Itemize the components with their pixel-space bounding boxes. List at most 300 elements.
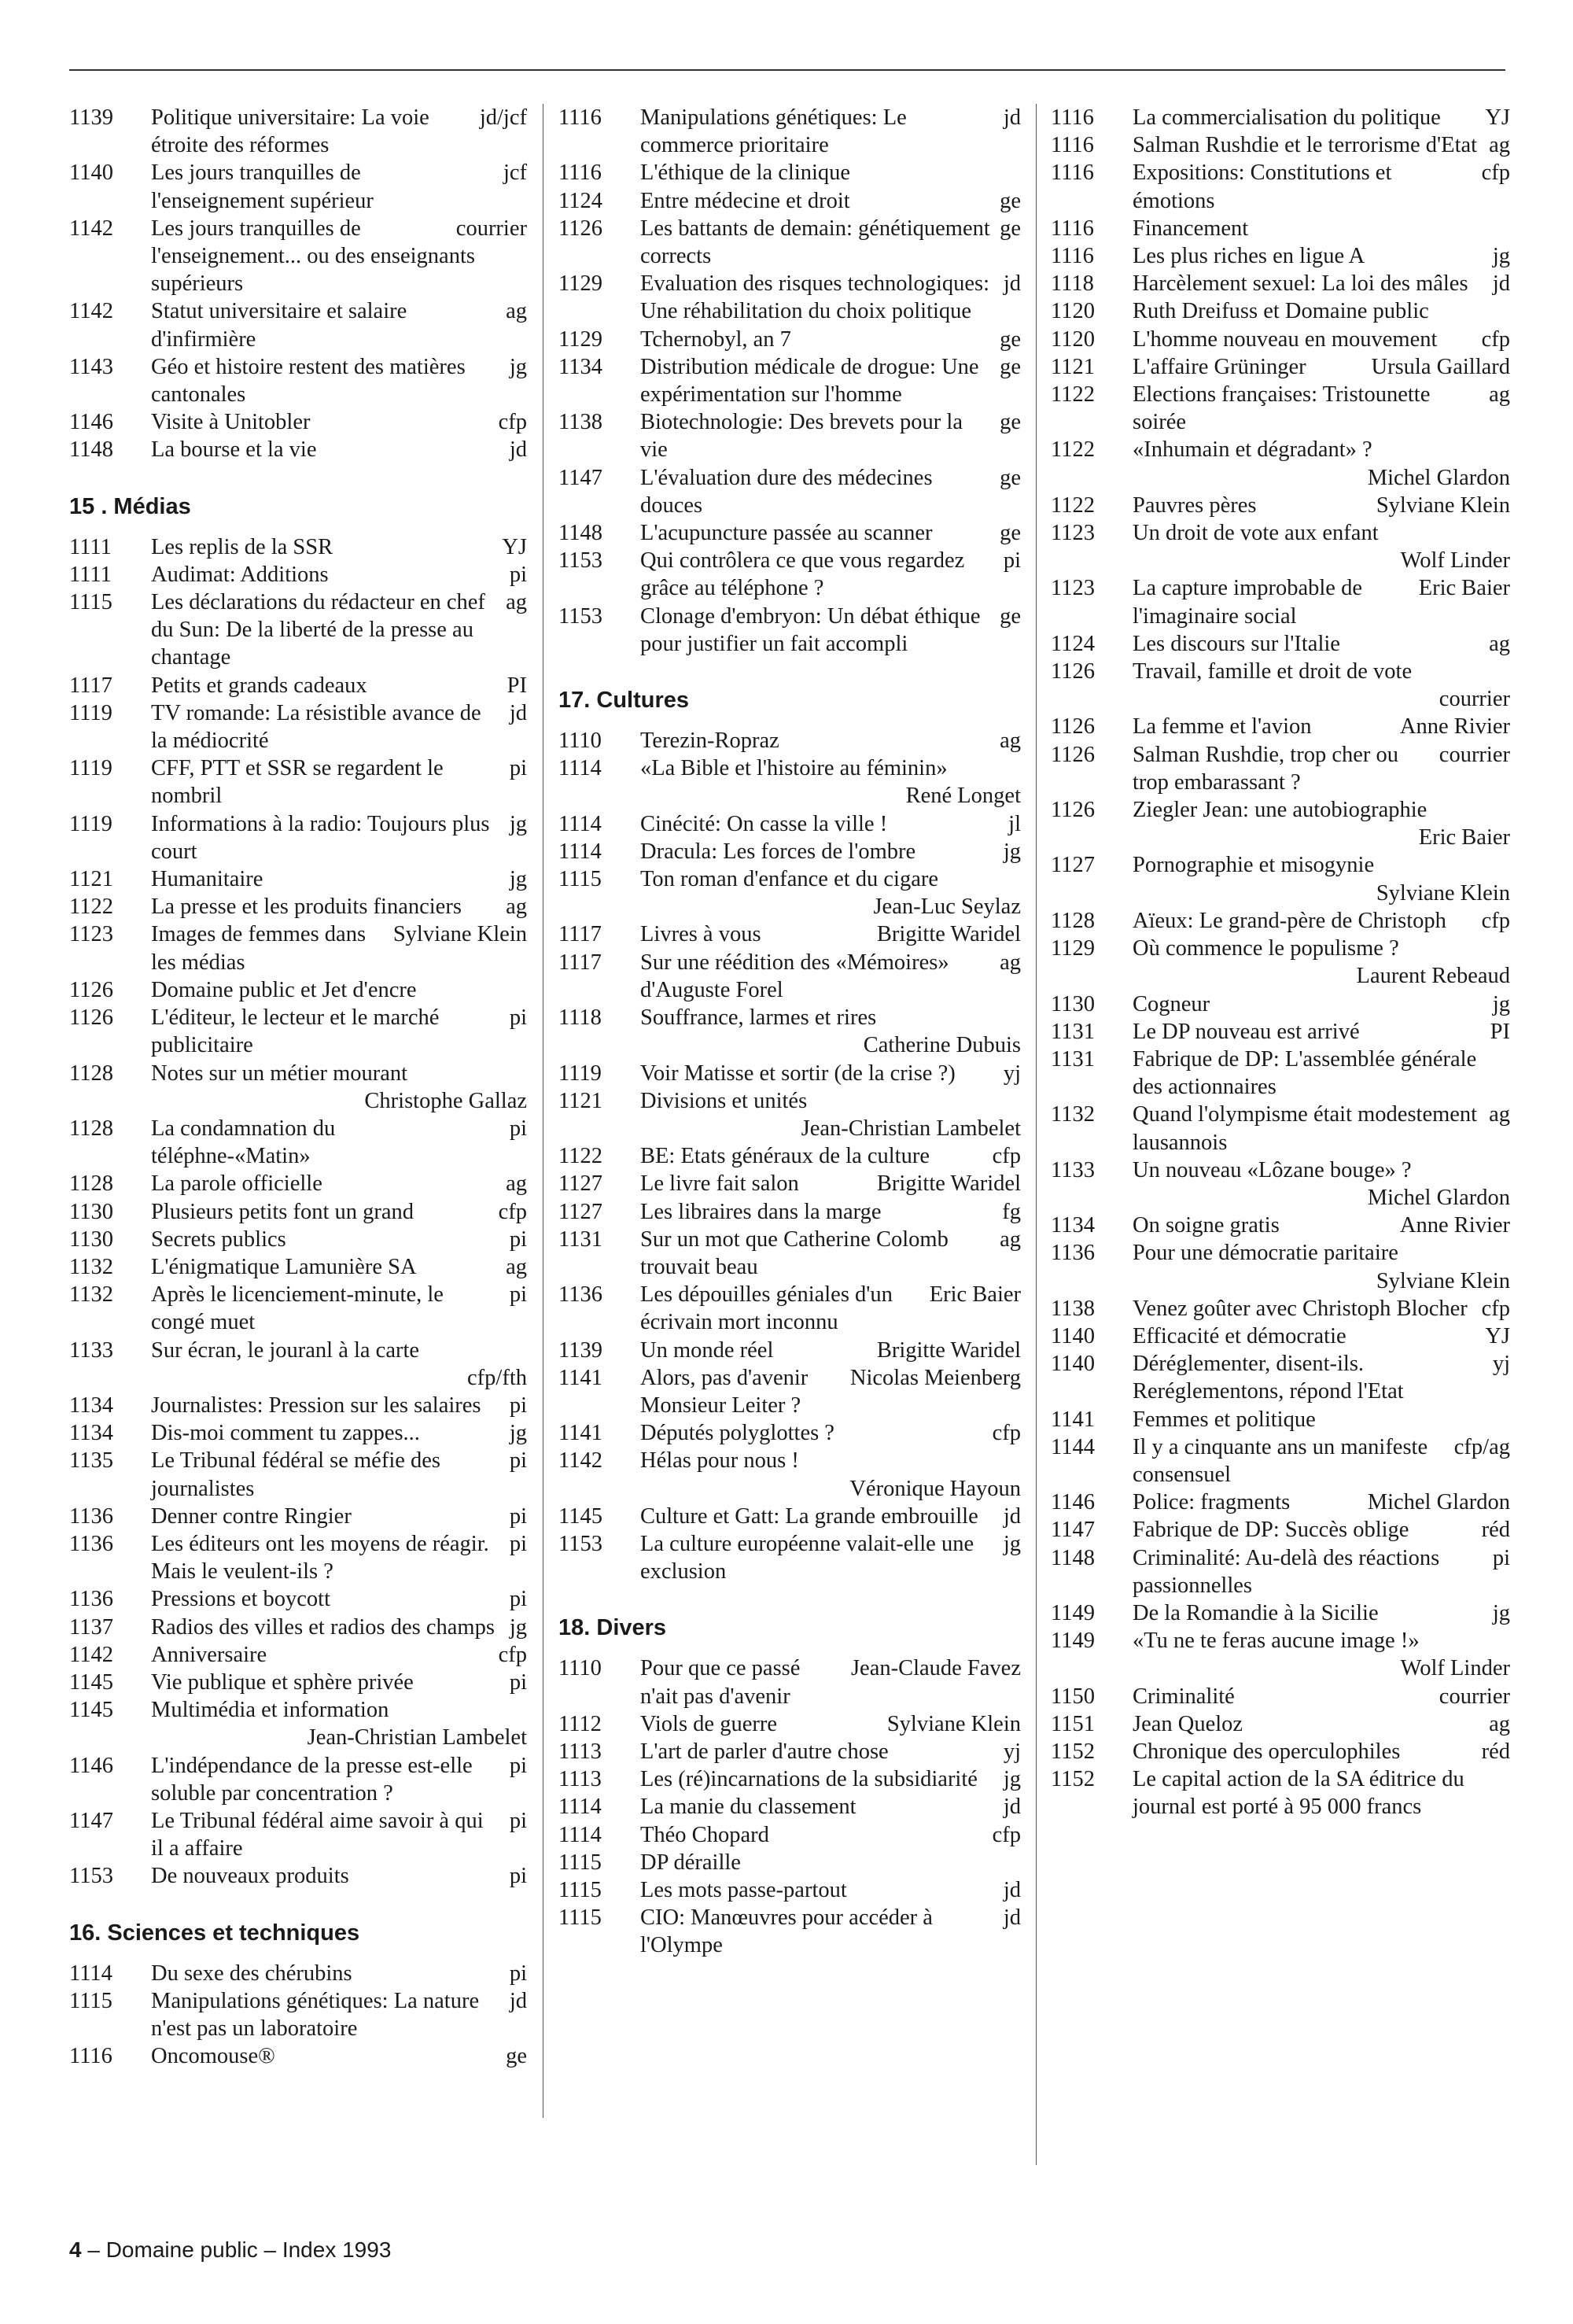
entry-body: [151, 533, 527, 561]
issue-number: 1133: [1051, 1157, 1095, 1182]
entry-title: Qui contrôlera ce que vous regardez grâce au téléphone ?: [640, 548, 965, 601]
entry-title: Femmes et politique: [1133, 1407, 1316, 1432]
index-entry: [558, 865, 1021, 920]
entry-title: La presse et les produits financiers: [151, 895, 462, 920]
entry-body: [151, 1960, 527, 1987]
index-entry: [69, 1503, 527, 1530]
index-entry: [69, 215, 527, 298]
entry-title: L'évaluation dure des médecines douces: [640, 465, 933, 518]
issue-number: 1130: [69, 1199, 113, 1224]
index-entry: [558, 1337, 1021, 1364]
entry-author: YJ: [1485, 1323, 1510, 1348]
entry-title: Humanitaire: [151, 867, 263, 892]
issue-number: 1145: [69, 1698, 113, 1723]
entry-author: pi: [509, 1961, 527, 1986]
issue-number: 1143: [69, 354, 113, 379]
entry-body: [640, 1060, 1021, 1087]
issue-number: 1134: [69, 1393, 113, 1418]
entry-title: Cogneur: [1133, 991, 1210, 1016]
entry-title: Terezin-Ropraz: [640, 729, 779, 754]
entry-body: [640, 353, 1021, 408]
entry-title: Voir Matisse et sortir (de la crise ?): [640, 1061, 956, 1086]
entry-title: Ziegler Jean: une autobiographie: [1133, 798, 1427, 823]
index-entry: [1051, 1295, 1510, 1322]
index-entry: [1051, 1599, 1510, 1627]
entry-author: PI: [507, 673, 527, 698]
entry-body: [151, 1115, 527, 1170]
issue-number: 1114: [69, 1961, 112, 1986]
entry-author: ge: [1000, 354, 1021, 379]
entry-title: Journalistes: Pression sur les salaires: [151, 1393, 481, 1418]
issue-number: 1118: [1051, 271, 1094, 297]
entry-author: ge: [1000, 410, 1021, 435]
entry-author: jg: [1492, 244, 1510, 269]
entry-title: La bourse et la vie: [151, 437, 317, 463]
entry-author: jd: [509, 437, 527, 463]
entry-body: [1133, 1683, 1510, 1710]
entry-body: [151, 976, 527, 1004]
index-entry: [558, 603, 1021, 658]
issue-number: 1126: [1051, 798, 1095, 823]
issue-number: 1149: [1051, 1629, 1095, 1654]
entry-author: pi: [509, 1116, 527, 1141]
entry-author: ge: [1000, 465, 1021, 490]
issue-number: 1110: [558, 729, 602, 754]
issue-number: 1121: [1051, 354, 1095, 379]
entry-title: Le DP nouveau est arrivé: [1133, 1019, 1360, 1044]
entry-author: Eric Baier: [1418, 576, 1510, 601]
index-column-3: [1051, 104, 1510, 1821]
entry-body: [1133, 1488, 1510, 1516]
issue-number: 1114: [558, 1822, 602, 1847]
issue-number: 1126: [69, 977, 113, 1002]
entry-author: cfp: [1481, 326, 1510, 352]
entry-author: Michel Glardon: [1367, 1490, 1510, 1515]
entry-body: [640, 1738, 1021, 1765]
entry-body: [1133, 1406, 1510, 1433]
entry-author: pi: [509, 1448, 527, 1474]
entry-author: jcf: [503, 160, 527, 186]
entry-title: Images de femmes dans les médias: [151, 922, 367, 975]
entry-author: Michel Glardon: [1367, 1185, 1510, 1210]
issue-number: 1123: [1051, 521, 1095, 546]
entry-body: [640, 326, 1021, 353]
entry-body: [640, 1364, 1021, 1419]
entry-author: Sylviane Klein: [886, 1711, 1021, 1736]
issue-number: 1139: [558, 1337, 602, 1363]
index-entry: [558, 353, 1021, 408]
index-entry: [69, 1960, 527, 1987]
entry-title: Pour que ce passé n'ait pas d'avenir: [640, 1656, 801, 1709]
index-entry: [1051, 297, 1510, 325]
entry-title: Statut universitaire et salaire d'infirmière: [151, 299, 407, 352]
entry-body: [1133, 1433, 1510, 1488]
entry-title: Criminalité: [1133, 1684, 1235, 1709]
entry-body: [151, 810, 527, 865]
index-entry: [69, 893, 527, 920]
entry-title: Salman Rushdie, trop cher ou trop embarassant ?: [1133, 742, 1398, 795]
index-entry: [558, 159, 1021, 186]
index-entry: [1051, 1710, 1510, 1738]
issue-number: 1146: [69, 410, 113, 435]
index-entry: [558, 949, 1021, 1004]
entry-title: Les battants de demain: génétiquement corrects: [640, 216, 990, 269]
index-entry: [1051, 159, 1510, 214]
entry-author: pi: [509, 1227, 527, 1252]
entry-body: [151, 1585, 527, 1613]
entry-body: [1133, 713, 1510, 740]
index-entry: [558, 1904, 1021, 1959]
entry-author: jg: [1492, 991, 1510, 1016]
entry-title: L'art de parler d'autre chose: [640, 1739, 889, 1764]
section-heading: 15 . Médias: [69, 493, 191, 519]
entry-title: Où commence le populisme ?: [1133, 936, 1399, 961]
entry-body: [1133, 381, 1510, 436]
entry-title: DP déraille: [640, 1850, 741, 1875]
entry-title: Culture et Gatt: La grande embrouille: [640, 1503, 978, 1529]
index-entry: [1051, 1488, 1510, 1516]
entry-title: Financement: [1133, 216, 1249, 241]
entry-author: yj: [1492, 1352, 1510, 1377]
entry-body: [1133, 492, 1510, 519]
index-entry: [1051, 1406, 1510, 1433]
entry-title: Notes sur un métier mourant: [151, 1061, 408, 1086]
entry-title: Salman Rushdie et le terrorisme d'Etat: [1133, 133, 1478, 158]
issue-number: 1114: [558, 811, 602, 836]
entry-title: La parole officielle: [151, 1171, 322, 1197]
issue-number: 1127: [558, 1171, 602, 1197]
entry-body: [151, 672, 527, 699]
entry-body: [151, 754, 527, 810]
issue-number: 1153: [558, 603, 602, 629]
index-entry: [69, 1060, 527, 1115]
issue-number: 1120: [1051, 299, 1095, 324]
index-entry: [69, 1419, 527, 1447]
entry-body: [1133, 1212, 1510, 1239]
issue-number: 1112: [558, 1711, 602, 1736]
entry-body: [1133, 1350, 1510, 1405]
entry-body: [1133, 907, 1510, 935]
entry-body: [1133, 353, 1510, 381]
issue-number: 1122: [1051, 492, 1095, 518]
index-entry: [1051, 907, 1510, 935]
index-entry: [558, 810, 1021, 838]
entry-title: Le capital action de la SA éditrice du journal est porté à 95 000 francs: [1133, 1767, 1464, 1820]
entry-author: cfp/ag: [1453, 1434, 1510, 1459]
entry-body: [640, 464, 1021, 519]
section-heading: 18. Divers: [558, 1615, 667, 1641]
entry-title: Petits et grands cadeaux: [151, 673, 367, 698]
entry-author: ag: [506, 895, 527, 920]
index-entry: [69, 1392, 527, 1419]
section-heading: 17. Cultures: [558, 688, 689, 714]
issue-number: 1138: [1051, 1296, 1095, 1321]
index-entry: [558, 215, 1021, 270]
entry-author: jd: [1003, 1905, 1021, 1931]
entry-author: cfp/fth: [467, 1365, 527, 1390]
page-number: 4: [69, 2237, 82, 2262]
index-entry: [1051, 1018, 1510, 1046]
entry-title: Un nouveau «Lôzane bouge» ?: [1133, 1157, 1412, 1182]
entry-author: ge: [506, 2044, 527, 2069]
entry-title: L'éditeur, le lecteur et le marché publicitaire: [151, 1005, 440, 1058]
entry-author: René Longet: [905, 784, 1021, 809]
issue-number: 1114: [558, 839, 602, 864]
index-entry: [1051, 658, 1510, 713]
issue-number: 1141: [558, 1421, 602, 1446]
entry-author: Michel Glardon: [1367, 465, 1510, 490]
entry-author: jl: [1008, 811, 1021, 836]
entry-title: Du sexe des chérubins: [151, 1961, 352, 1986]
entry-author: Wolf Linder: [1400, 1656, 1510, 1681]
entry-author: yj: [1003, 1739, 1021, 1764]
entry-title: Députés polyglottes ?: [640, 1421, 834, 1446]
entry-body: [151, 104, 527, 159]
entry-author: jg: [1003, 1767, 1021, 1792]
entry-author: réd: [1481, 1518, 1510, 1543]
entry-body: [151, 1503, 527, 1530]
entry-title: Biotechnologie: Des brevets pour la vie: [640, 410, 963, 463]
entry-body: [1133, 1295, 1510, 1322]
index-entry: [558, 104, 1021, 159]
entry-body: [151, 893, 527, 920]
entry-title: Denner contre Ringier: [151, 1503, 352, 1529]
entry-body: [640, 1281, 1021, 1336]
issue-number: 1140: [1051, 1352, 1095, 1377]
entry-body: [151, 1419, 527, 1447]
entry-title: Police: fragments: [1133, 1490, 1291, 1515]
entry-title: La capture improbable de l'imaginaire social: [1133, 576, 1362, 629]
index-entry: [1051, 1101, 1510, 1156]
entry-author: Wolf Linder: [1400, 548, 1510, 574]
issue-number: 1132: [69, 1254, 113, 1279]
issue-number: 1126: [1051, 742, 1095, 767]
entry-body: [151, 353, 527, 408]
entry-body: [1133, 630, 1510, 658]
entry-title: Visite à Unitobler: [151, 410, 311, 435]
entry-body: [640, 1337, 1021, 1364]
index-entry: [558, 1738, 1021, 1765]
entry-title: Les plus riches en ligue A: [1133, 244, 1365, 269]
entry-author: ag: [506, 299, 527, 324]
entry-author: ag: [1000, 1227, 1021, 1252]
entry-body: [151, 408, 527, 436]
entry-title: Travail, famille et droit de vote: [1133, 659, 1413, 684]
entry-body: [1133, 1046, 1510, 1101]
issue-number: 1121: [69, 867, 113, 892]
index-entry: [1051, 1156, 1510, 1212]
index-entry: [69, 1862, 527, 1890]
entry-author: YJ: [502, 534, 527, 559]
entry-title: «La Bible et l'histoire au féminin»: [640, 756, 948, 781]
entry-body: [1133, 1544, 1510, 1599]
entry-body: [151, 436, 527, 463]
entry-body: [1133, 159, 1510, 214]
entry-title: Entre médecine et droit: [640, 188, 850, 213]
entry-body: [640, 810, 1021, 838]
issue-number: 1124: [1051, 631, 1095, 656]
issue-number: 1147: [558, 465, 602, 490]
issue-number: 1147: [69, 1808, 113, 1833]
issue-number: 1113: [558, 1767, 602, 1792]
entry-title: Fabrique de DP: Succès oblige: [1133, 1518, 1409, 1543]
index-entry: [1051, 492, 1510, 519]
entry-body: [151, 1253, 527, 1281]
index-entry: [1051, 1683, 1510, 1710]
index-entry: [558, 519, 1021, 547]
entry-title: L'acupuncture passée au scanner: [640, 521, 933, 546]
entry-title: Divisions et unités: [640, 1088, 808, 1113]
entry-body: [640, 1419, 1021, 1447]
issue-number: 1142: [558, 1448, 602, 1474]
issue-number: 1128: [69, 1171, 113, 1197]
issue-number: 1119: [69, 811, 112, 836]
entry-author: courrier: [1439, 1684, 1510, 1709]
entry-body: [151, 561, 527, 588]
index-entry: [558, 727, 1021, 754]
issue-number: 1140: [69, 160, 113, 186]
entry-author: jd: [1003, 1795, 1021, 1820]
entry-title: Le Tribunal fédéral se méfie des journalistes: [151, 1448, 441, 1501]
issue-number: 1126: [558, 216, 602, 241]
entry-body: [151, 1226, 527, 1253]
issue-number: 1135: [69, 1448, 113, 1474]
entry-body: [151, 1337, 527, 1392]
entry-title: Expositions: Constitutions et émotions: [1133, 160, 1392, 213]
issue-number: 1116: [1051, 133, 1094, 158]
entry-body: [151, 1198, 527, 1226]
entry-body: [1133, 1156, 1510, 1212]
entry-author: cfp: [992, 1822, 1021, 1847]
issue-number: 1115: [69, 1988, 112, 2013]
issue-number: 1147: [1051, 1518, 1095, 1543]
index-entry: [69, 1170, 527, 1197]
issue-number: 1126: [69, 1005, 113, 1031]
entry-author: jg: [1003, 839, 1021, 864]
entry-title: Ruth Dreifuss et Domaine public: [1133, 299, 1429, 324]
entry-author: courrier: [455, 216, 527, 241]
issue-number: 1116: [69, 2044, 112, 2069]
entry-body: [151, 159, 527, 214]
entry-body: [151, 2042, 527, 2070]
issue-number: 1116: [1051, 244, 1094, 269]
entry-author: Jean-Christian Lambelet: [801, 1116, 1021, 1141]
entry-title: Sur un mot que Catherine Colomb trouvait beau: [640, 1227, 949, 1279]
index-entry: [1051, 242, 1510, 270]
entry-author: courrier: [1439, 687, 1510, 712]
entry-body: [1133, 104, 1510, 131]
entry-body: [640, 1849, 1021, 1876]
issue-number: 1114: [558, 756, 602, 781]
entry-author: Nicolas Meienberg: [849, 1365, 1021, 1390]
entry-body: [640, 408, 1021, 463]
entry-title: Anniversaire: [151, 1642, 267, 1667]
entry-body: [640, 727, 1021, 754]
index-entry: [69, 1447, 527, 1502]
index-entry: [558, 1170, 1021, 1197]
entry-title: De la Romandie à la Sicilie: [1133, 1600, 1379, 1625]
issue-number: 1140: [1051, 1323, 1095, 1348]
entry-body: [1133, 1710, 1510, 1738]
entry-title: Les discours sur l'Italie: [1133, 631, 1340, 656]
issue-number: 1130: [1051, 991, 1095, 1016]
index-entry: [69, 353, 527, 408]
index-entry: [69, 754, 527, 810]
entry-author: jd: [1492, 271, 1510, 297]
entry-title: Clonage d'embryon: Un débat éthique pour justifier un fait accompli: [640, 603, 981, 656]
entry-author: pi: [509, 1753, 527, 1778]
entry-author: ag: [1489, 631, 1510, 656]
index-entry: [558, 1876, 1021, 1904]
entry-title: «Tu ne te feras aucune image !»: [1133, 1629, 1420, 1654]
entry-title: Quand l'olympisme était modestement lausannois: [1133, 1102, 1478, 1155]
entry-body: [1133, 297, 1510, 325]
issue-number: 1132: [69, 1282, 113, 1308]
index-entry: [1051, 1433, 1510, 1488]
entry-title: Cinécité: On casse la ville !: [640, 811, 888, 836]
entry-title: Vie publique et sphère privée: [151, 1669, 414, 1695]
issue-number: 1127: [558, 1199, 602, 1224]
index-entry: [69, 1253, 527, 1281]
issue-number: 1113: [558, 1739, 602, 1764]
index-entry: [558, 1364, 1021, 1419]
entry-body: [1133, 1516, 1510, 1544]
entry-title: Dracula: Les forces de l'ombre: [640, 839, 916, 864]
entry-body: [151, 1641, 527, 1669]
issue-number: 1148: [69, 437, 113, 463]
entry-author: ge: [1000, 603, 1021, 629]
entry-body: [640, 187, 1021, 215]
entry-title: BE: Etats généraux de la culture: [640, 1144, 930, 1169]
issue-number: 1131: [1051, 1019, 1095, 1044]
entry-body: [1133, 1322, 1510, 1350]
entry-title: De nouveaux produits: [151, 1864, 349, 1889]
index-entry: [1051, 1212, 1510, 1239]
entry-title: Harcèlement sexuel: La loi des mâles: [1133, 271, 1468, 297]
index-entry: [1051, 1350, 1510, 1405]
issue-number: 1121: [558, 1088, 602, 1113]
issue-number: 1132: [1051, 1102, 1095, 1127]
entry-author: ag: [1000, 950, 1021, 975]
entry-author: ag: [1000, 729, 1021, 754]
entry-title: Les (ré)incarnations de la subsidiarité: [640, 1767, 978, 1792]
index-entry: [1051, 1239, 1510, 1294]
issue-number: 1139: [69, 105, 113, 130]
issue-number: 1138: [558, 410, 602, 435]
entry-author: Laurent Rebeaud: [1356, 964, 1510, 989]
entry-body: [1133, 1018, 1510, 1046]
entry-author: jg: [1492, 1600, 1510, 1625]
index-entry: [558, 838, 1021, 865]
entry-title: Pornographie et misogynie: [1133, 853, 1375, 878]
entry-body: [151, 215, 527, 298]
entry-title: Elections françaises: Tristounette soirée: [1133, 382, 1431, 435]
entry-author: cfp: [992, 1144, 1021, 1169]
entry-title: Audimat: Additions: [151, 562, 329, 587]
issue-number: 1127: [1051, 853, 1095, 878]
index-entry: [558, 1793, 1021, 1820]
entry-title: Distribution médicale de drogue: Une expérimentation sur l'homme: [640, 354, 979, 408]
entry-title: Le livre fait salon: [640, 1171, 799, 1197]
page-footer: [69, 2237, 391, 2263]
entry-author: Christophe Gallaz: [364, 1088, 527, 1113]
entry-body: [1133, 1738, 1510, 1765]
entry-author: pi: [1492, 1545, 1510, 1570]
entry-body: [640, 1793, 1021, 1820]
entry-author: ag: [506, 1254, 527, 1279]
entry-body: [1133, 270, 1510, 297]
entry-body: [1133, 935, 1510, 990]
